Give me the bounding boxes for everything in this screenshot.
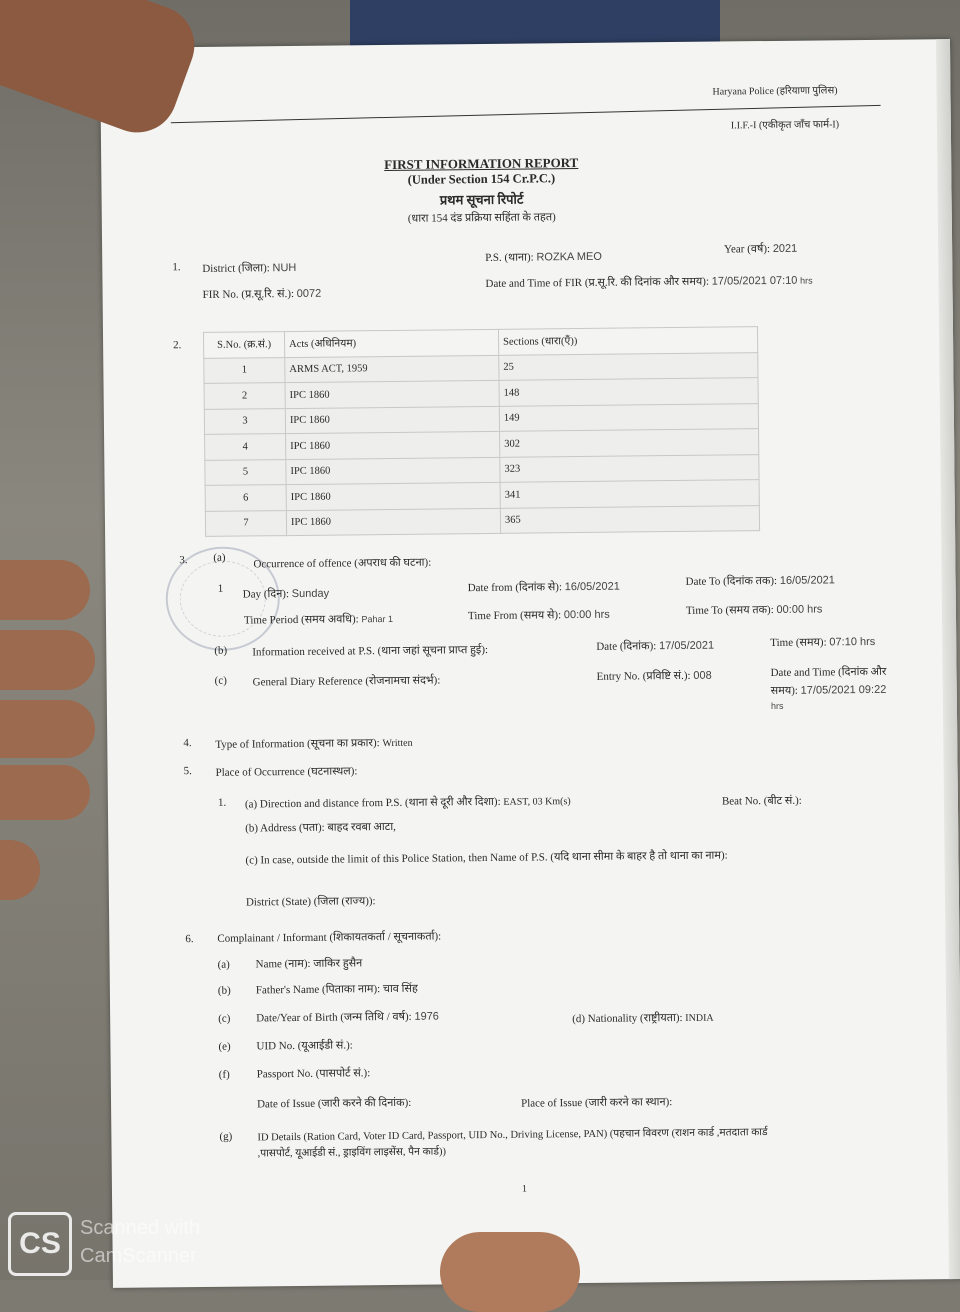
- finger: [0, 700, 95, 758]
- day-field: Day (दिन): Sunday: [242, 587, 330, 601]
- sub-label: (b): [217, 984, 231, 997]
- cell-act: IPC 1860: [286, 457, 500, 485]
- cell-sno: 6: [205, 485, 286, 511]
- info-time-field: Time (समय): 07:10 hrs: [770, 635, 876, 650]
- gd-datetime-field: समय): 17/05/2021 09:22: [770, 683, 887, 698]
- cell-sno: 3: [204, 408, 285, 434]
- district-field: District (जिला): NUH: [202, 261, 297, 275]
- sub-label: (f): [218, 1068, 230, 1081]
- entry-number-field: Entry No. (प्रविष्टि सं.): 008: [596, 669, 712, 683]
- cell-act: IPC 1860: [286, 482, 500, 510]
- cell-section: 341: [500, 480, 759, 508]
- time-to-field: Time To (समय तक): 00:00 hrs: [685, 603, 823, 617]
- address-field: (b) Address (पता): बाहद रवबा आटा,: [245, 820, 396, 835]
- section-number: 5.: [183, 765, 192, 778]
- uid-label: UID No. (यूआईडी सं.):: [256, 1039, 353, 1053]
- cell-section: 323: [500, 454, 759, 482]
- cell-sno: 2: [204, 383, 285, 409]
- cell-section: 302: [500, 429, 759, 457]
- id-details-label: ID Details (Ration Card, Voter ID Card, Passport, UID No., Driving License, PAN) (पहचान विवरण (राशन कार्ड ,मतदाता कार्ड: [257, 1127, 768, 1144]
- sub-label: (c): [218, 1012, 231, 1025]
- cell-sno: 4: [205, 434, 286, 460]
- dob-field: Date/Year of Birth (जन्म तिथि / वर्ष): 1976: [256, 1010, 439, 1025]
- place-of-issue-label: Place of Issue (जारी करने का स्थान):: [521, 1096, 673, 1110]
- time-period-field: Time Period (समय अवधि): Pahar 1: [243, 613, 394, 627]
- doc-subtitle: (Under Section 154 Cr.P.C.): [407, 171, 556, 187]
- sub-label: (c): [214, 674, 227, 687]
- nationality-field: (d) Nationality (राष्ट्रीयता): INDIA: [572, 1011, 714, 1026]
- cell-sno: 7: [205, 510, 286, 536]
- complainant-name-field: Name (नाम): जाकिर हुसैन: [255, 957, 363, 971]
- complainant-label: Complainant / Informant (शिकायतकर्ता / सूचनाकर्ता):: [217, 930, 442, 945]
- doc-title: FIRST INFORMATION REPORT: [384, 154, 579, 173]
- header-org: Haryana Police (हरियाणा पुलिस): [712, 85, 838, 98]
- info-date-field: Date (दिनांक): 17/05/2021: [596, 639, 715, 653]
- gd-hrs: hrs: [770, 700, 784, 712]
- header-form: I.I.F.-I (एकीकृत जाँच फार्म-I): [730, 119, 840, 132]
- direction-distance-field: (a) Direction and distance from P.S. (थाना से दूरी और दिशा): EAST, 03 Km(s): [244, 795, 571, 811]
- date-of-issue-label: Date of Issue (जारी करने की दिनांक):: [257, 1096, 412, 1111]
- cell-sno: 1: [204, 357, 285, 383]
- district-state-label: District (State) (जिला (राज्य)):: [245, 895, 376, 909]
- info-received-label: Information received at P.S. (थाना जहां सूचना प्राप्त हुई):: [252, 643, 489, 659]
- acts-sections-table: [203, 326, 760, 537]
- camscanner-logo: CS: [8, 1212, 72, 1276]
- cell-act: IPC 1860: [286, 508, 500, 536]
- year-field: Year (वर्ष): 2021: [724, 242, 798, 256]
- type-of-information-field: Type of Information (सूचना का प्रकार): Written: [215, 737, 413, 751]
- place-of-occurrence-label: Place of Occurrence (घटनास्थल):: [215, 765, 358, 779]
- finger: [0, 560, 90, 620]
- table-row: [205, 505, 759, 536]
- watermark-line2: CamScanner: [80, 1245, 197, 1267]
- general-diary-label: General Diary Reference (रोजनामचा संदर्भ):: [252, 674, 441, 689]
- occurrence-label: Occurrence of offence (अपराध की घटना):: [253, 556, 432, 571]
- cell-section: 25: [499, 352, 758, 380]
- sub-label: (g): [219, 1130, 233, 1143]
- column-header: S.No. (क्र.सं.): [203, 332, 284, 358]
- ps-field: P.S. (थाना): ROZKA MEO: [485, 250, 602, 264]
- sub-label: (b): [214, 644, 228, 657]
- sub-label: (e): [218, 1040, 231, 1053]
- cell-section: 148: [499, 378, 758, 406]
- cell-act: IPC 1860: [286, 431, 500, 459]
- section-number: 6.: [185, 933, 194, 946]
- sub-label: (a): [213, 551, 226, 564]
- fir-datetime-field: Date and Time of FIR (प्र.सू.रि. की दिनांक और समय): 17/05/2021 07:10 hrs: [485, 274, 813, 290]
- cell-section: 365: [500, 505, 759, 533]
- watermark-line1: Scanned with: [80, 1217, 201, 1239]
- fir-number-field: FIR No. (प्र.सू.रि. सं.): 0072: [202, 287, 322, 301]
- cell-act: IPC 1860: [285, 380, 499, 408]
- outside-ps-label: (c) In case, outside the limit of this Police Station, then Name of P.S. (यदि थाना सीमा के बाहर है तो थाना का नाम):: [245, 849, 728, 867]
- section-number: 2.: [173, 339, 182, 352]
- id-details-label-cont: ,पासपोर्ट, यूआईडी सं., ड्राइविंग लाइसेंस, पैन कार्ड)): [257, 1146, 447, 1160]
- date-to-field: Date To (दिनांक तक): 16/05/2021: [685, 574, 835, 588]
- doc-subtitle-hindi: (धारा 154 दंड प्रक्रिया सहिंता के तहत): [407, 211, 556, 225]
- sub-label: 1.: [217, 796, 227, 809]
- cell-act: IPC 1860: [285, 406, 499, 434]
- date-from-field: Date from (दिनांक से): 16/05/2021: [467, 580, 620, 595]
- finger: [0, 630, 95, 690]
- sub-label: 1: [217, 582, 224, 595]
- cell-sno: 5: [205, 459, 286, 485]
- father-name-field: Father's Name (पिताका नाम): चाव सिंह: [255, 982, 418, 997]
- section-number: 3.: [179, 554, 188, 567]
- doc-title-hindi: प्रथम सूचना रिपोर्ट: [439, 191, 524, 208]
- section-number: 1.: [172, 261, 181, 274]
- camscanner-watermark: [80, 1214, 200, 1270]
- finger: [0, 765, 90, 820]
- column-header: Acts (अधिनियम): [284, 329, 498, 357]
- gd-datetime-label: Date and Time (दिनांक और: [770, 665, 887, 680]
- cell-section: 149: [499, 403, 758, 431]
- fir-document-page: [100, 39, 960, 1288]
- thumb-bottom: [440, 1232, 580, 1312]
- page-number: 1: [521, 1183, 528, 1195]
- sub-label: (a): [217, 958, 230, 971]
- time-from-field: Time From (समय से): 00:00 hrs: [467, 608, 610, 623]
- cell-act: ARMS ACT, 1959: [285, 355, 499, 383]
- passport-label: Passport No. (पासपोर्ट सं.):: [256, 1067, 371, 1081]
- section-number: 4.: [183, 737, 192, 750]
- column-header: Sections (धारा(एँ)): [498, 327, 757, 355]
- beat-number-label: Beat No. (बीट सं.):: [721, 794, 802, 808]
